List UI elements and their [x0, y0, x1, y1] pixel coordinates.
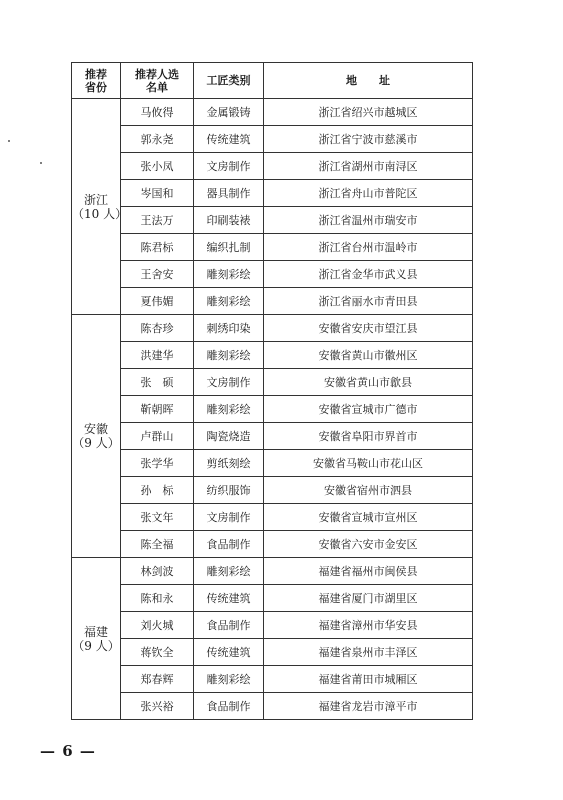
province-name: 浙江 [83, 192, 108, 207]
nominee-name-cell: 靳朝晖 [121, 396, 194, 423]
craft-type-cell: 文房制作 [194, 369, 264, 396]
address-cell: 安徽省安庆市望江县 [264, 315, 473, 342]
nominee-name-cell: 张 硕 [121, 369, 194, 396]
scan-speck [40, 162, 42, 164]
table-row [72, 234, 473, 261]
table-row [72, 99, 473, 126]
address-cell: 福建省泉州市丰泽区 [264, 639, 473, 666]
address-cell: 浙江省舟山市普陀区 [264, 180, 473, 207]
page-number: — 6 — [40, 742, 96, 760]
nominee-name-cell: 夏伟媚 [121, 288, 194, 315]
craft-type-cell: 雕刻彩绘 [194, 342, 264, 369]
table-row [72, 396, 473, 423]
header-craft-type: 工匠类别 [194, 63, 264, 99]
address-cell: 安徽省宿州市泗县 [264, 477, 473, 504]
nominee-name-cell: 刘火城 [121, 612, 194, 639]
nominee-name-cell: 王法万 [121, 207, 194, 234]
address-cell: 浙江省湖州市南浔区 [264, 153, 473, 180]
craft-type-cell: 雕刻彩绘 [194, 261, 264, 288]
province-count: （9 人） [72, 638, 120, 653]
nominee-name-cell: 张小凤 [121, 153, 194, 180]
header-nominee: 推荐人选 名单 [121, 63, 194, 99]
address-cell: 安徽省黄山市徽州区 [264, 342, 473, 369]
address-cell: 安徽省宣城市宣州区 [264, 504, 473, 531]
nominee-name-cell: 卢群山 [121, 423, 194, 450]
address-cell: 安徽省六安市金安区 [264, 531, 473, 558]
province-cell [72, 315, 121, 558]
table-row [72, 153, 473, 180]
craft-type-cell: 金属锻铸 [194, 99, 264, 126]
address-cell: 安徽省马鞍山市花山区 [264, 450, 473, 477]
table-row [72, 693, 473, 720]
table-row [72, 558, 473, 585]
craft-type-cell: 食品制作 [194, 612, 264, 639]
craft-type-cell: 编织扎制 [194, 234, 264, 261]
header-province: 推荐 省份 [72, 63, 121, 99]
address-cell: 浙江省温州市瑞安市 [264, 207, 473, 234]
address-cell: 安徽省宣城市广德市 [264, 396, 473, 423]
table-row [72, 423, 473, 450]
table-row [72, 315, 473, 342]
table-row [72, 612, 473, 639]
craft-type-cell: 剪纸刻绘 [194, 450, 264, 477]
scan-speck [8, 140, 10, 142]
table-row [72, 288, 473, 315]
address-cell: 福建省龙岩市漳平市 [264, 693, 473, 720]
nominee-name-cell: 岑国和 [121, 180, 194, 207]
table-row [72, 666, 473, 693]
address-cell: 浙江省宁波市慈溪市 [264, 126, 473, 153]
nominee-name-cell: 陈君标 [121, 234, 194, 261]
province-cell [72, 99, 128, 315]
craft-type-cell: 食品制作 [194, 693, 264, 720]
craft-type-cell: 刺绣印染 [194, 315, 264, 342]
nominee-name-cell: 陈和永 [121, 585, 194, 612]
province-name: 安徽 [83, 422, 108, 436]
table-row [72, 504, 473, 531]
nominee-name-cell: 张学华 [121, 450, 194, 477]
craft-type-cell: 纺织服饰 [194, 477, 264, 504]
table-row [72, 207, 473, 234]
table-row [72, 639, 473, 666]
craft-type-cell: 器具制作 [194, 180, 264, 207]
table-row [72, 180, 473, 207]
craft-type-cell: 雕刻彩绘 [194, 396, 264, 423]
table-header-row [72, 63, 473, 99]
craft-type-cell: 文房制作 [194, 504, 264, 531]
table-row [72, 477, 473, 504]
table-row [72, 126, 473, 153]
address-cell: 福建省莆田市城厢区 [264, 666, 473, 693]
province-cell [72, 558, 121, 720]
nominee-name-cell: 陈杏珍 [121, 315, 194, 342]
craft-type-cell: 雕刻彩绘 [194, 288, 264, 315]
address-cell: 福建省福州市闽侯县 [264, 558, 473, 585]
nominee-name-cell: 孙 标 [121, 477, 194, 504]
table-row [72, 531, 473, 558]
table-row [72, 261, 473, 288]
address-cell: 安徽省阜阳市界首市 [264, 423, 473, 450]
province-count: （9 人） [72, 436, 120, 450]
craft-type-cell: 雕刻彩绘 [194, 558, 264, 585]
nominee-name-cell: 洪建华 [121, 342, 194, 369]
craft-type-cell: 印刷装裱 [194, 207, 264, 234]
table-row [72, 369, 473, 396]
address-cell: 福建省厦门市湖里区 [264, 585, 473, 612]
address-cell: 福建省漳州市华安县 [264, 612, 473, 639]
craft-type-cell: 文房制作 [194, 153, 264, 180]
nominee-table [71, 62, 473, 720]
nominee-name-cell: 郭永尧 [121, 126, 194, 153]
nominee-name-cell: 蒋钦全 [121, 639, 194, 666]
nominee-name-cell: 马攸得 [121, 99, 194, 126]
address-cell: 浙江省金华市武义县 [264, 261, 473, 288]
table-row [72, 585, 473, 612]
nominee-name-cell: 张兴裕 [121, 693, 194, 720]
table-body [72, 99, 473, 720]
table-row [72, 450, 473, 477]
craft-type-cell: 传统建筑 [194, 126, 264, 153]
nominee-name-cell: 陈全福 [121, 531, 194, 558]
province-name: 福建 [83, 624, 108, 639]
craft-type-cell: 传统建筑 [194, 639, 264, 666]
address-cell: 浙江省丽水市青田县 [264, 288, 473, 315]
province-count: （10 人） [72, 206, 128, 221]
craft-type-cell: 传统建筑 [194, 585, 264, 612]
nominee-name-cell: 张文年 [121, 504, 194, 531]
craft-type-cell: 陶瓷烧造 [194, 423, 264, 450]
nominee-name-cell: 王舍安 [121, 261, 194, 288]
nominee-name-cell: 郑春辉 [121, 666, 194, 693]
address-cell: 浙江省绍兴市越城区 [264, 99, 473, 126]
table-row [72, 342, 473, 369]
header-address: 地 址 [264, 63, 473, 99]
address-cell: 安徽省黄山市歙县 [264, 369, 473, 396]
nominee-name-cell: 林剑波 [121, 558, 194, 585]
craft-type-cell: 食品制作 [194, 531, 264, 558]
address-cell: 浙江省台州市温岭市 [264, 234, 473, 261]
craft-type-cell: 雕刻彩绘 [194, 666, 264, 693]
